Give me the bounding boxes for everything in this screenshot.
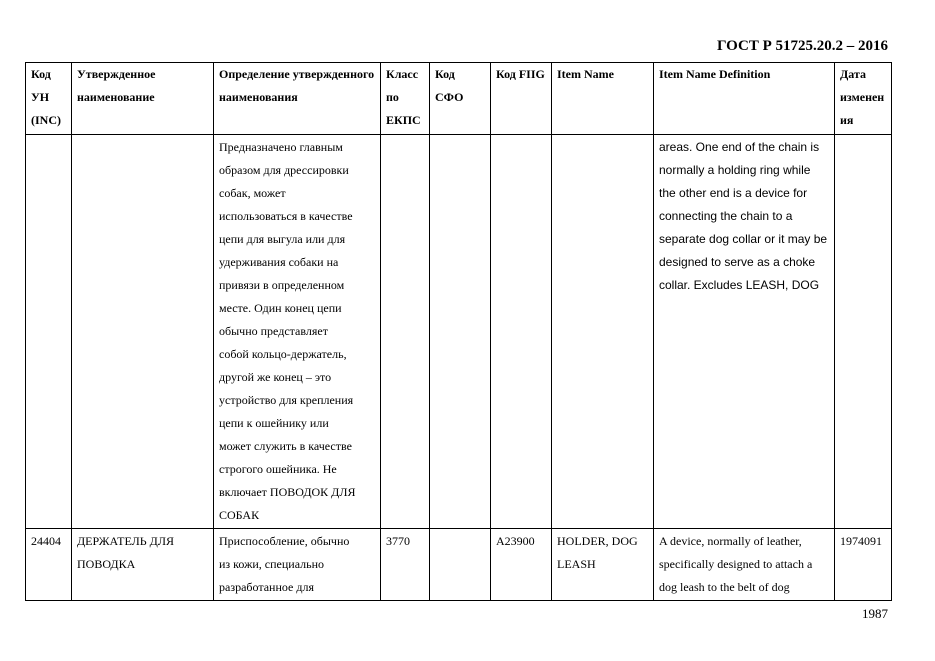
- col-header-fiig-code: Код FIIG: [491, 63, 552, 135]
- table-row: [26, 135, 892, 529]
- cell-item-name-definition: areas. One end of the chain is normally a holding ring while the other end is a device for connecting the chain to a separate dog collar or it may be designed to serve as a choke collar. Excludes LEASH, DOG: [654, 135, 835, 529]
- col-header-ekps-class: Класс по ЕКПС: [381, 63, 430, 135]
- col-header-definition: Определение утвержденного наименования: [214, 63, 381, 135]
- cell-change-date: [835, 135, 892, 529]
- cell-definition-ru: Предназначено главным образом для дрессировки собак, может использоваться в качестве цепи для выгула или для удерживания собаки на привязи в определенном месте. Один конец цепи обычно представляет собой кольцо-держатель, другой же конец – это устройство для крепления цепи к ошейнику или может служить в качестве строгого ошейника. Не включает ПОВОДОК ДЛЯ СОБАК: [214, 135, 381, 529]
- cell-sfo-code: [430, 135, 491, 529]
- cell-fiig-code: [491, 135, 552, 529]
- table-row: [26, 529, 892, 601]
- cell-fiig-code: A23900: [491, 529, 552, 601]
- col-header-item-name: Item Name: [552, 63, 654, 135]
- cell-approved-name: ДЕРЖАТЕЛЬ ДЛЯ ПОВОДКА: [72, 529, 214, 601]
- classifier-table: [25, 62, 892, 601]
- cell-item-name: HOLDER, DOG LEASH: [552, 529, 654, 601]
- cell-approved-name: [72, 135, 214, 529]
- cell-ekps-class: [381, 135, 430, 529]
- col-header-change-date: Дата изменен ия: [835, 63, 892, 135]
- cell-sfo-code: [430, 529, 491, 601]
- table-header-row: [26, 63, 892, 135]
- col-header-item-name-definition: Item Name Definition: [654, 63, 835, 135]
- cell-item-name-definition: A device, normally of leather, specifically designed to attach a dog leash to the belt of dog: [654, 529, 835, 601]
- document-code: ГОСТ Р 51725.20.2 – 2016: [716, 38, 888, 54]
- cell-item-name: [552, 135, 654, 529]
- col-header-sfo-code: Код СФО: [430, 63, 491, 135]
- page-number: 1987: [862, 606, 888, 621]
- cell-change-date: 1974091: [835, 529, 892, 601]
- cell-ekps-class: 3770: [381, 529, 430, 601]
- col-header-approved-name: Утвержденное наименование: [72, 63, 214, 135]
- col-header-inc: Код УН (INC): [26, 63, 72, 135]
- cell-inc: [26, 135, 72, 529]
- cell-inc: 24404: [26, 529, 72, 601]
- cell-definition-ru: Приспособление, обычно из кожи, специально разработанное для: [214, 529, 381, 601]
